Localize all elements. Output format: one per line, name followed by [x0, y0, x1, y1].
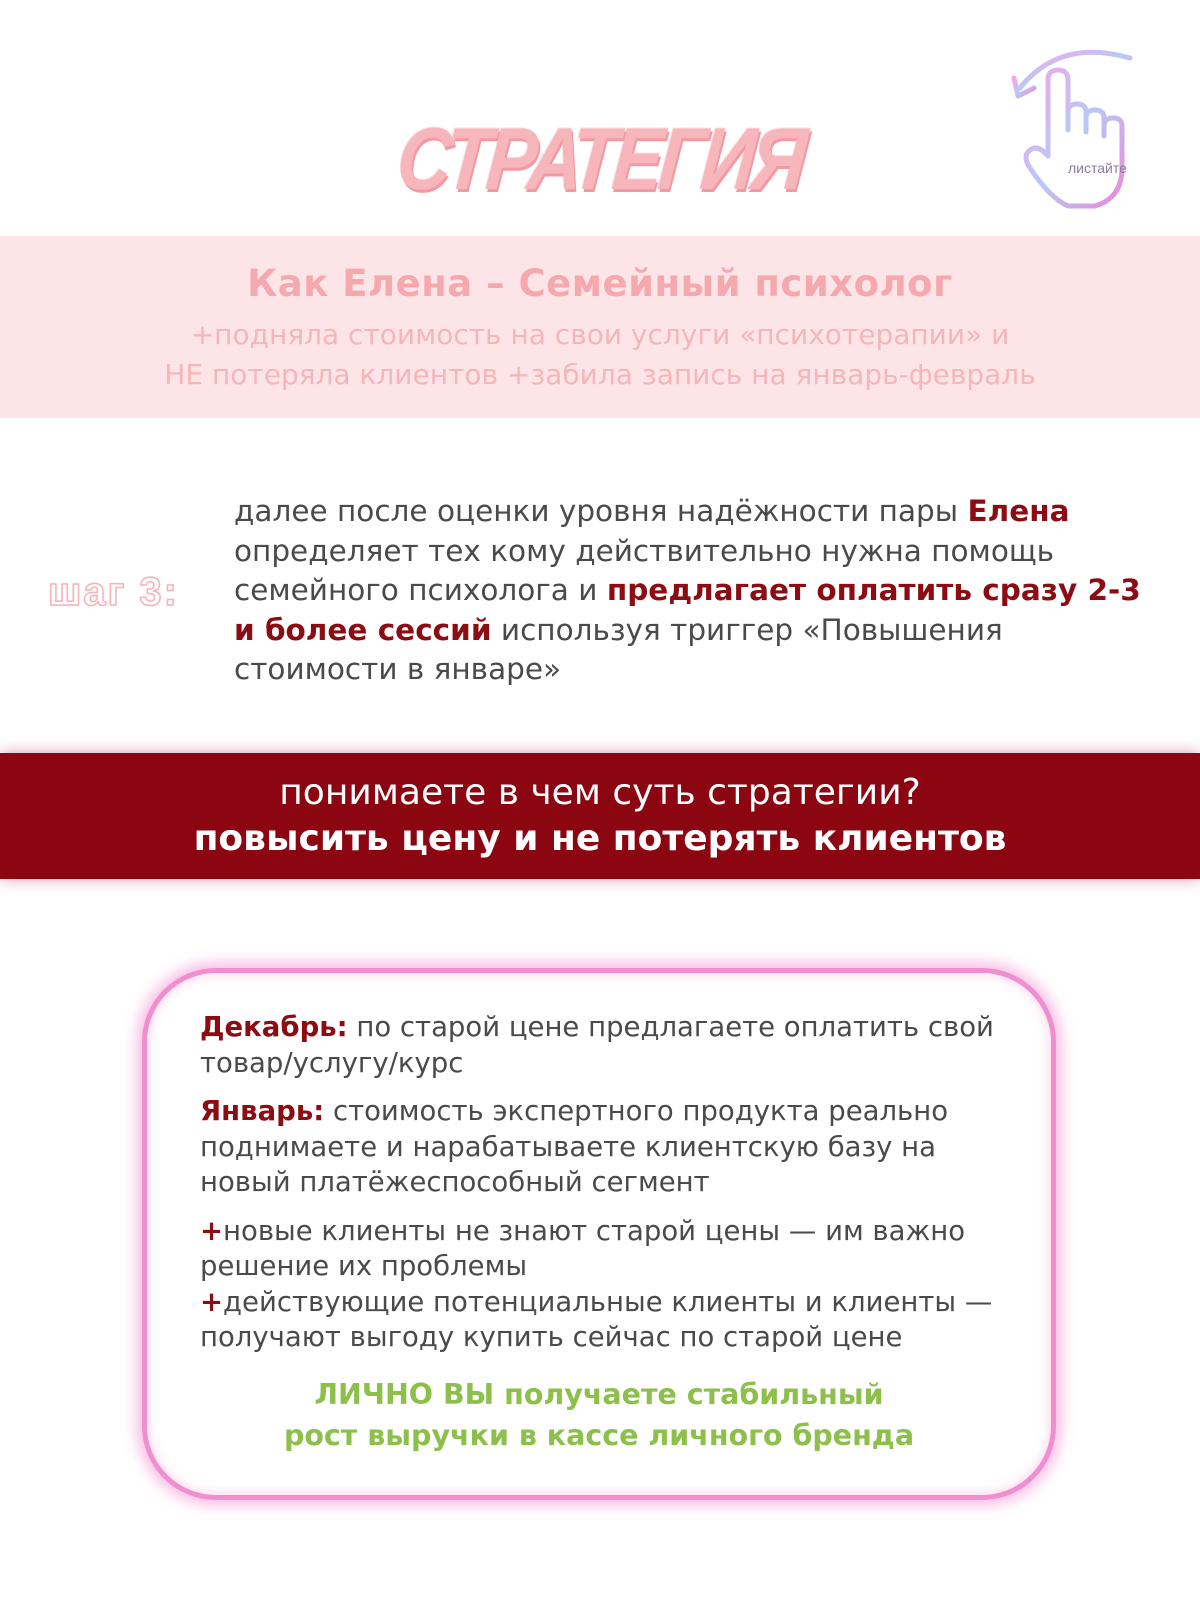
- swipe-hint-label: листайте: [1068, 160, 1127, 176]
- plus-mark: +: [200, 1214, 224, 1247]
- plus-item-existing-clients: [200, 1285, 1020, 1356]
- january-text: стоимость экспертного продукта реально поднимаете и нарабатываете клиентскую базу на новый платёжеспособный сегмент: [200, 1095, 949, 1198]
- page-title: СТРАТЕГИЯ: [393, 109, 807, 208]
- step-label: шаг 3:: [48, 570, 179, 614]
- december-paragraph: [200, 1010, 1020, 1081]
- intro-band: [0, 236, 1200, 418]
- banner-question: понимаете в чем суть стратегии?: [279, 772, 921, 813]
- strategy-banner: [0, 753, 1200, 879]
- plus-item-text: действующие потенциальные клиенты и клиенты — получают выгоду купить сейчас по старой цене: [200, 1285, 993, 1353]
- plus-mark: +: [200, 1285, 224, 1318]
- december-text: по старой цене предлагаете оплатить свой товар/услугу/курс: [200, 1011, 994, 1079]
- swipe-hand-icon: [1000, 38, 1160, 218]
- step-description: [234, 492, 1154, 690]
- intro-line-1: +подняла стоимость на свои услуги «психотерапии» и: [190, 318, 1010, 351]
- result-line-2: рост выручки в кассе личного бренда: [283, 1419, 915, 1452]
- january-paragraph: [200, 1094, 1020, 1201]
- strategy-card-body: [200, 1010, 1020, 1356]
- step-name: Елена: [967, 494, 1070, 528]
- step-highlight: предлагает оплатить сразу 2-3 и более сессий: [234, 573, 1141, 647]
- intro-heading: Как Елена – Семейный психолог: [247, 262, 953, 305]
- step-text-3: используя триггер «Повышения стоимости в январе»: [234, 612, 1003, 686]
- intro-line-2: НЕ потеряла клиентов +забила запись на январь-февраль: [164, 358, 1036, 391]
- plus-item-text: новые клиенты не знают старой цены — им важно решение их проблемы: [200, 1214, 966, 1282]
- december-label: Декабрь:: [200, 1011, 348, 1043]
- step-text-2: определяет тех кому действительно нужна помощь семейного психолога и: [234, 533, 1055, 607]
- january-label: Январь:: [200, 1095, 325, 1127]
- result-statement: [142, 1374, 1056, 1456]
- plus-item-new-clients: [200, 1214, 1020, 1285]
- step-text-1: далее после оценки уровня надёжности пары: [234, 494, 968, 528]
- result-line-1: ЛИЧНО ВЫ получаете стабильный: [314, 1378, 884, 1411]
- banner-answer: повысить цену и не потерять клиентов: [193, 818, 1007, 859]
